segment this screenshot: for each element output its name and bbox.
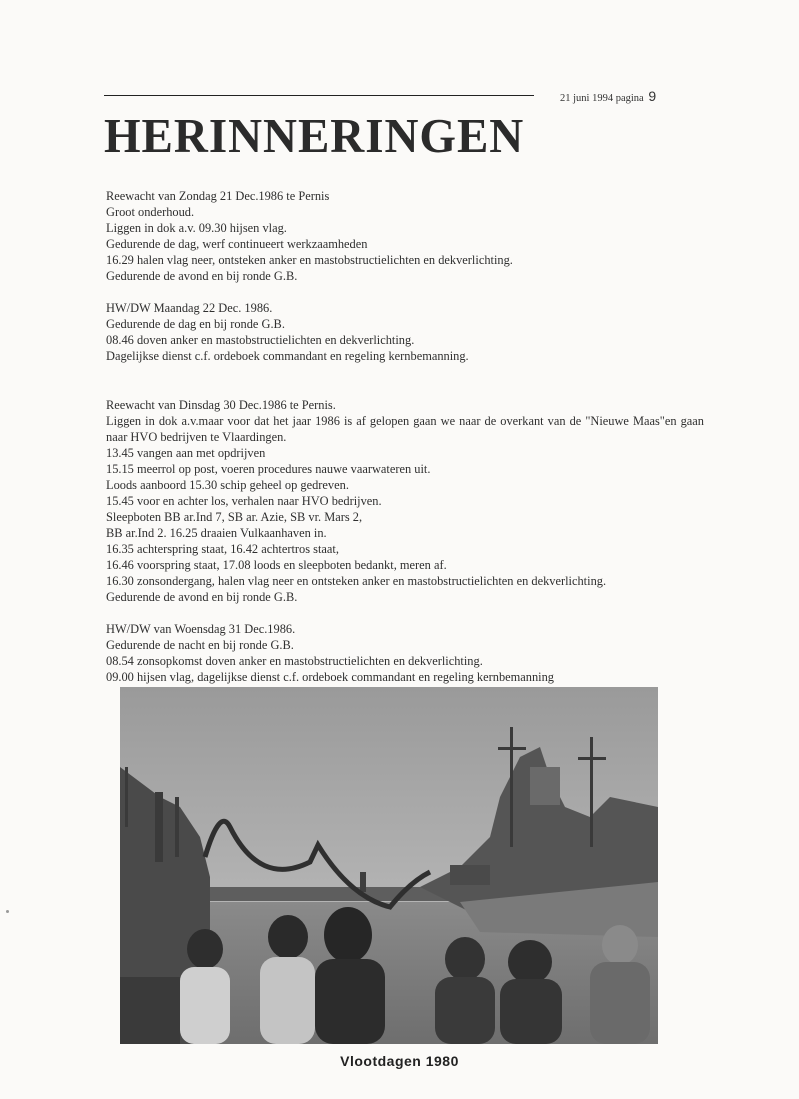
- entry-line: 13.45 vangen aan met opdrijven: [106, 446, 266, 460]
- entry-line: 15.15 meerrol op post, voeren procedures nauwe vaarwateren uit.: [106, 462, 431, 476]
- harbour-photo: [120, 687, 658, 1044]
- entry-line: Gedurende de avond en bij ronde G.B.: [106, 590, 298, 604]
- entry-line: BB ar.Ind 2. 16.25 draaien Vulkaanhaven in.: [106, 526, 327, 540]
- log-entry-21-dec: [106, 188, 706, 284]
- page-label: pagina: [615, 93, 644, 104]
- entry-line: Liggen in dok a.v. 09.30 hijsen vlag.: [106, 221, 287, 235]
- entry-line: Gedurende de dag en bij ronde G.B.: [106, 317, 285, 331]
- entry-line: 16.30 zonsondergang, halen vlag neer en ontsteken anker en mastobstructielichten en dekverlichting.: [106, 574, 607, 588]
- entry-line: Groot onderhoud.: [106, 205, 195, 219]
- page-header: [560, 88, 656, 104]
- scan-speck: [6, 910, 9, 913]
- entry-heading: Reewacht van Dinsdag 30 Dec.1986 te Pernis.: [106, 398, 336, 412]
- entry-heading: HW/DW Maandag 22 Dec. 1986.: [106, 301, 273, 315]
- entry-line: 09.00 hijsen vlag, dagelijkse dienst c.f. ordeboek commandant en regeling kernbemanning: [106, 670, 554, 684]
- entry-line: Gedurende de avond en bij ronde G.B.: [106, 269, 298, 283]
- entry-line: 08.54 zonsopkomst doven anker en mastobstructielichten en dekverlichting.: [106, 654, 483, 668]
- page-title: HERINNERINGEN: [104, 108, 525, 163]
- log-entry-31-dec: [106, 621, 706, 685]
- entry-line: Dagelijkse dienst c.f. ordeboek commandant en regeling kernbemanning.: [106, 349, 469, 363]
- entry-line: Gedurende de nacht en bij ronde G.B.: [106, 638, 294, 652]
- photo-caption: Vlootdagen 1980: [340, 1053, 459, 1069]
- header-rule: [104, 95, 534, 96]
- issue-date: 21 juni 1994: [560, 93, 614, 104]
- entry-line: 08.46 doven anker en mastobstructielichten en dekverlichting.: [106, 333, 415, 347]
- entry-line: Sleepboten BB ar.Ind 7, SB ar. Azie, SB vr. Mars 2,: [106, 510, 363, 524]
- page-number: 9: [648, 88, 657, 104]
- entry-line: 15.45 voor en achter los, verhalen naar HVO bedrijven.: [106, 494, 382, 508]
- log-entry-22-dec: [106, 300, 706, 364]
- entry-line: 16.35 achterspring staat, 16.42 achtertros staat,: [106, 542, 339, 556]
- log-entry-30-dec: [106, 397, 706, 605]
- entry-heading: Reewacht van Zondag 21 Dec.1986 te Pernis: [106, 189, 330, 203]
- entry-line: 16.46 voorspring staat, 17.08 loods en sleepboten bedankt, meren af.: [106, 558, 447, 572]
- entry-line: Loods aanboord 15.30 schip geheel op gedreven.: [106, 478, 349, 492]
- entry-line: Gedurende de dag, werf continueert werkzaamheden: [106, 237, 368, 251]
- entry-heading: HW/DW van Woensdag 31 Dec.1986.: [106, 622, 296, 636]
- article-body: [106, 188, 706, 685]
- entry-line: 16.29 halen vlag neer, ontsteken anker en mastobstructielichten en dekverlichting.: [106, 253, 513, 267]
- entry-line: Liggen in dok a.v.maar voor dat het jaar 1986 is af gelopen gaan we naar de overkant van de "Nieuwe Maas"en gaan naar HVO bedrijven te Vlaardingen.: [106, 414, 704, 444]
